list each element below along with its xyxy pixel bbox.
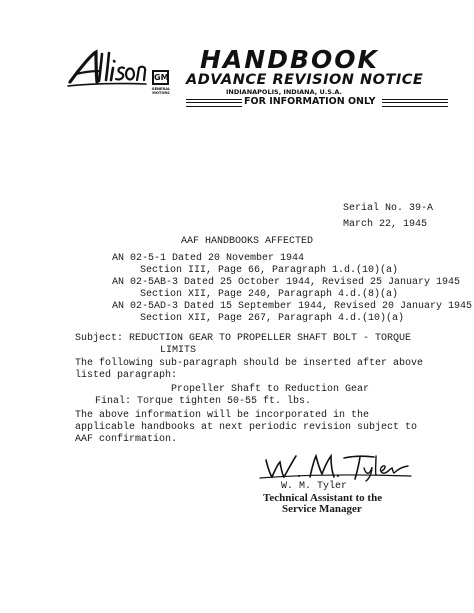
inserted-item-torque: Final: Torque tighten 50-55 ft. lbs.	[95, 396, 312, 407]
subject-line: Subject: REDUCTION GEAR TO PROPELLER SHAFT BOLT - TORQUE	[75, 333, 412, 344]
gm-caption-motors: MOTORS	[152, 91, 170, 95]
body-paragraph-line: The following sub-paragraph should be inserted after above	[75, 358, 424, 369]
banner-rule-right	[382, 99, 448, 107]
handbook-location: INDIANAPOLIS, INDIANA, U.S.A.	[226, 88, 342, 96]
body-paragraph-line: The above information will be incorporated in the	[75, 410, 370, 421]
information-banner	[186, 95, 448, 109]
reference-line: AN 02-5-1 Dated 20 November 1944	[112, 253, 305, 264]
subject-continuation: LIMITS	[160, 345, 197, 356]
body-paragraph-line: listed paragraph:	[75, 370, 178, 381]
reference-section: Section III, Page 66, Paragraph 1.d.(10)(a)	[140, 265, 399, 276]
signatory-title: Technical Assistant to the	[263, 492, 383, 504]
gm-caption-general: GENERAL	[151, 87, 171, 91]
reference-section: Section XII, Page 240, Paragraph 4.d.(8)(a)	[140, 289, 399, 300]
affected-heading: AAF HANDBOOKS AFFECTED	[181, 236, 314, 247]
information-label: FOR INFORMATION ONLY	[244, 96, 376, 107]
allison-logo	[66, 44, 148, 90]
gm-badge-box: GM	[152, 70, 169, 85]
banner-rule-left	[186, 99, 242, 107]
reference-section: Section XII, Page 267, Paragraph 4.d.(10)(a)	[140, 313, 405, 324]
signatory-name: W. M. Tyler	[281, 481, 348, 492]
handbook-title: HANDBOOK	[200, 45, 379, 74]
gm-badge	[151, 70, 171, 100]
reference-line: AN 02-5AD-3 Dated 15 September 1944, Revised 20 January 1945	[112, 301, 473, 312]
inserted-item-title: Propeller Shaft to Reduction Gear	[171, 384, 370, 395]
notice-date: March 22, 1945	[343, 219, 428, 230]
handbook-subtitle: ADVANCE REVISION NOTICE	[186, 72, 424, 88]
body-paragraph-line: AAF confirmation.	[75, 434, 178, 445]
serial-number: Serial No. 39-A	[343, 203, 434, 214]
reference-line: AN 02-5AB-3 Dated 25 October 1944, Revised 25 January 1945	[112, 277, 461, 288]
handwritten-signature	[258, 450, 413, 482]
signatory-department: Service Manager	[282, 503, 362, 515]
body-paragraph-line: applicable handbooks at next periodic revision subject to	[75, 422, 418, 433]
